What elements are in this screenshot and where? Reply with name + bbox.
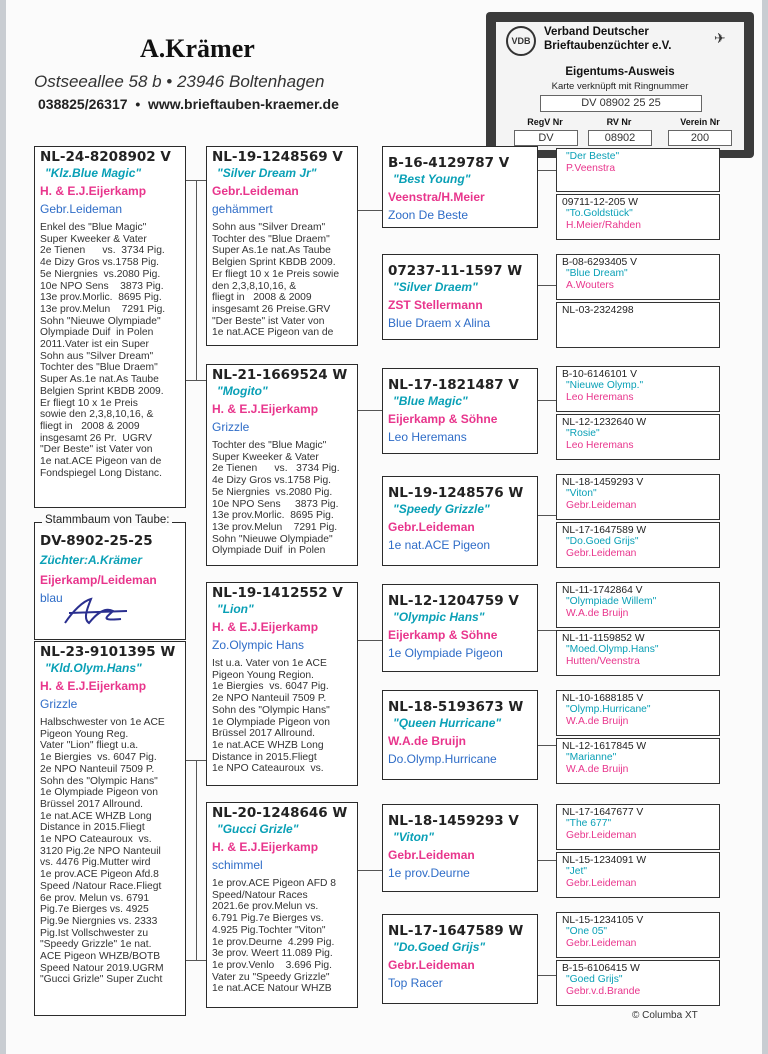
ancestor-ring: NL-11-1159852 W — [562, 633, 645, 644]
card-title: Eigentums-Ausweis — [565, 66, 675, 78]
card-value-verein: 200 — [668, 130, 732, 146]
subject-breeder: Züchter:A.Krämer — [40, 553, 143, 567]
connector-line — [536, 630, 556, 631]
grandparent-description: Sohn aus "Silver Dream" Tochter des "Blue Draem" Super As.1e nat.As Taube Belgien Sprint KBDB 2009. Er fliegt 10 x 1e Preis sowie den 2,3,8,10,16, & fliegt in 2008 & 2009 insgesamt 26 Preise.GRV "Der Beste" ist Vater von 1e nat.ACE Pigeon van de — [212, 222, 340, 339]
ancestor-ring: NL-12-1617845 W — [562, 741, 647, 752]
ancestor-box[interactable] — [556, 414, 720, 460]
card-subtitle: Karte verknüpft mit Ringnummer — [551, 81, 689, 92]
ancestor-box[interactable] — [556, 738, 720, 784]
great-grandparent-color: Zoon De Beste — [388, 208, 469, 222]
great-grandparent-color: Leo Heremans — [388, 430, 467, 444]
breeder-contact: 038825/26317 • www.brieftauben-kraemer.de — [38, 96, 339, 112]
ancestor-breeder: W.A.de Bruijn — [566, 764, 629, 775]
ancestor-breeder: Leo Heremans — [566, 392, 634, 403]
connector-line — [536, 400, 556, 401]
breeder-name: A.Krämer — [140, 34, 255, 63]
card-ring-field: DV 08902 25 25 — [540, 95, 702, 112]
ancestor-name: "Blue Dream" — [566, 268, 628, 279]
great-grandparent-breeder: ZST Stellermann — [388, 298, 483, 312]
ancestor-name: "Der Beste" — [566, 151, 620, 162]
grandparent-description: Tochter des "Blue Magic" Super Kweeker & Vater 2e Tienen vs. 3734 Pig. 4e Dizy Gros vs.1758 Pig. 5e Niergnies vs.2080 Pig. 10e NPO Sens 3873 Pig. 13e prov.Morlic. 8695 Pig. 13e prov.Melun 7291 Pig. Sohn "Nieuwe Olympiade" Olympiade Duif in Polen — [212, 440, 340, 557]
ancestor-box[interactable] — [556, 366, 720, 412]
ancestor-breeder: H.Meier/Rahden — [566, 220, 641, 231]
father-description: Enkel des "Blue Magic" Super Kweeker & Vater 2e Tienen vs. 3734 Pig. 4e Dizy Gros vs.1758 Pig. 5e Niergnies vs.2080 Pig. 10e NPO Sens 3873 Pig. 13e prov.Morlic. 8695 Pig. 13e prov.Melun 7291 Pig. Sohn "Nieuwe Olympiade" Olympiade Duif in Polen 2011.Vater ist ein Super Sohn aus "Silver Dream" Tochter des "Blue Draem" Super As.1e nat.As Taube Belgien Sprint KBDB 2009. Er fliegt 10 x 1e Preis sowie den 2,3,8,10,16, & fliegt in 2008 & 2009 insgesamt 26 Pr. UGRV "Der Beste" ist Vater von 1e nat.ACE Pigeon van de Fondspiegel Long Distanc. — [40, 222, 166, 479]
subject-label: Stammbaum von Taube: — [42, 514, 172, 526]
great-grandparent-ring: NL-17-1821487 V — [388, 377, 519, 393]
ancestor-ring: NL-10-1688185 V — [562, 693, 644, 704]
connector-line — [536, 860, 556, 861]
ancestor-ring: NL-17-1647589 W — [562, 525, 647, 536]
ancestor-name: "One 05" — [566, 926, 608, 937]
great-grandparent-box[interactable] — [382, 146, 538, 228]
ancestor-box[interactable] — [556, 474, 720, 520]
footer-copyright: © Columba XT — [632, 1010, 698, 1021]
mother-description: Halbschwester von 1e ACE Pigeon Young Reg. Vater "Lion" fliegt u.a. 1e Biergies vs. 6047 Pig. 2e NPO Nanteuil 7509 P. Sohn des "Olympic Hans" 1e Olympiade Pigeon von Brüssel 2017 Allround. 1e nat.ACE WHZB Long Distance in 2015.Fliegt 1e NPO Cateauroux vs. 3120 Pig.2e NPO Nanteuil vs. 4476 Pig.Mutter wird 1e prov.ACE Pigeon Afd.8 Speed /Natour Race.Fliegt 6e prov. Melun vs. 6791 Pig.7e Bierges vs. 4925 Pig.9e Niergnies vs. 2333 Pig.Ist Vollschwester zu "Speedy Grizzle" 1e nat. ACE Pigeon WHZB/BOTB Speed Natour 2019.UGRM "Gucci Grizle" Super Zucht — [40, 717, 165, 986]
father-color: Gebr.Leideman — [40, 202, 123, 216]
great-grandparent-ring: NL-12-1204759 V — [388, 593, 519, 609]
subject-color: blau — [40, 591, 63, 605]
ancestor-ring: NL-11-1742864 V — [562, 585, 643, 596]
connector-line — [536, 515, 556, 516]
great-grandparent-name: "Viton" — [393, 830, 434, 844]
ancestor-name: "Moed.Olymp.Hans" — [566, 644, 659, 655]
great-grandparent-color: 1e prov.Deurne — [388, 866, 470, 880]
vdb-logo: VDB — [506, 26, 536, 56]
father-breeder: H. & E.J.Eijerkamp — [40, 184, 147, 198]
father-ring: NL-24-8208902 V — [40, 149, 171, 165]
ancestor-name: "Olympiade Willem" — [566, 596, 657, 607]
ancestor-ring: B-10-6146101 V — [562, 369, 637, 380]
grandparent-name: "Mogito" — [217, 384, 268, 398]
card-value-rv: 08902 — [588, 130, 652, 146]
org-line2: Brieftaubenzüchter e.V. — [544, 40, 672, 52]
grandparent-ring: NL-21-1669524 W — [212, 367, 348, 383]
grandparent-name: "Gucci Grizle" — [217, 822, 299, 836]
great-grandparent-color: 1e nat.ACE Pigeon — [388, 538, 491, 552]
breeder-address: Ostseeallee 58 b • 23946 Boltenhagen — [34, 72, 325, 91]
great-grandparent-breeder: Veenstra/H.Meier — [388, 190, 485, 204]
subject-line: Eijerkamp/Leideman — [40, 573, 157, 587]
grandparent-box[interactable] — [206, 146, 358, 346]
ancestor-box[interactable] — [556, 912, 720, 958]
pedigree-sheet — [6, 0, 762, 1054]
card-header-regv: RegV Nr — [527, 117, 563, 127]
great-grandparent-ring: B-16-4129787 V — [388, 155, 510, 171]
mother-box[interactable] — [34, 641, 186, 1016]
ancestor-box[interactable] — [556, 302, 720, 348]
ancestor-name: "Jet" — [566, 866, 588, 877]
great-grandparent-ring: NL-18-1459293 V — [388, 813, 519, 829]
connector-line — [184, 960, 208, 961]
grandparent-breeder: H. & E.J.Eijerkamp — [212, 620, 319, 634]
great-grandparent-name: "Best Young" — [393, 172, 471, 186]
ancestor-ring: 09711-12-205 W — [562, 197, 638, 208]
ancestor-breeder: W.A.de Bruijn — [566, 716, 629, 727]
ancestor-box[interactable] — [556, 148, 720, 192]
ancestor-ring: NL-15-1234091 W — [562, 855, 647, 866]
ancestor-breeder: Gebr.Leideman — [566, 938, 637, 949]
grandparent-description: 1e prov.ACE Pigeon AFD 8 Speed/Natour Races 2021.6e prov.Melun vs. 6.791 Pig.7e Bierges vs. 4.925 Pig.Tochter "Viton" 1e prov.Deurne 4.299 Pig. 3e prov. Weert 11.089 Pig. 1e prov.Venlo 3.696 Pig. Vater zu "Speedy Grizzle" 1e nat.ACE Natour WHZB — [212, 878, 337, 995]
ancestor-name: "Nieuwe Olymp." — [566, 380, 644, 391]
great-grandparent-color: Do.Olymp.Hurricane — [388, 752, 497, 766]
card-header-verein: Verein Nr — [680, 117, 720, 127]
great-grandparent-box[interactable] — [382, 368, 538, 454]
connector-line — [196, 180, 197, 380]
ownership-card-inner — [496, 22, 744, 150]
ancestor-ring: NL-15-1234105 V — [562, 915, 644, 926]
great-grandparent-breeder: W.A.de Bruijn — [388, 734, 466, 748]
grandparent-ring: NL-20-1248646 W — [212, 805, 348, 821]
great-grandparent-breeder: Gebr.Leideman — [388, 958, 475, 972]
ancestor-name: "Rosie" — [566, 428, 600, 439]
connector-line — [184, 380, 208, 381]
great-grandparent-ring: NL-17-1647589 W — [388, 923, 524, 939]
ancestor-box[interactable] — [556, 582, 720, 628]
great-grandparent-breeder: Gebr.Leideman — [388, 848, 475, 862]
ancestor-ring: NL-03-2324298 — [562, 305, 634, 316]
ancestor-ring: NL-12-1232640 W — [562, 417, 647, 428]
ancestor-name: "To.Goldstück" — [566, 208, 633, 219]
great-grandparent-ring: NL-18-5193673 W — [388, 699, 524, 715]
grandparent-color: Grizzle — [212, 420, 250, 434]
ancestor-box[interactable] — [556, 522, 720, 568]
great-grandparent-box[interactable] — [382, 476, 538, 566]
great-grandparent-box[interactable] — [382, 804, 538, 892]
great-grandparent-color: Blue Draem x Alina — [388, 316, 491, 330]
great-grandparent-color: Top Racer — [388, 976, 443, 990]
ancestor-breeder — [557, 316, 719, 318]
connector-line — [196, 760, 197, 960]
father-name: "Klz.Blue Magic" — [45, 166, 142, 180]
ancestor-ring: B-15-6106415 W — [562, 963, 640, 974]
ancestor-box[interactable] — [556, 630, 720, 676]
great-grandparent-name: "Queen Hurricane" — [393, 716, 502, 730]
great-grandparent-name: "Speedy Grizzle" — [393, 502, 490, 516]
great-grandparent-name: "Blue Magic" — [393, 394, 468, 408]
great-grandparent-box[interactable] — [382, 254, 538, 340]
ancestor-ring: NL-18-1459293 V — [562, 477, 644, 488]
great-grandparent-breeder: Gebr.Leideman — [388, 520, 475, 534]
org-line1: Verband Deutscher — [544, 26, 649, 38]
father-box[interactable] — [34, 146, 186, 508]
grandparent-box[interactable] — [206, 364, 358, 566]
pigeon-icon: ✈ — [714, 30, 726, 46]
grandparent-color: schimmel — [212, 858, 263, 872]
great-grandparent-breeder: Eijerkamp & Söhne — [388, 628, 498, 642]
ancestor-name: "The 677" — [566, 818, 612, 829]
ancestor-box[interactable] — [556, 194, 720, 240]
card-header-rv: RV Nr — [606, 117, 632, 127]
ancestor-ring: NL-17-1647677 V — [562, 807, 644, 818]
ancestor-breeder: Gebr.Leideman — [566, 500, 637, 511]
ancestor-breeder: Gebr.Leideman — [566, 548, 637, 559]
connector-line — [536, 975, 556, 976]
grandparent-name: "Lion" — [217, 602, 254, 616]
grandparent-breeder: H. & E.J.Eijerkamp — [212, 840, 319, 854]
grandparent-color: gehämmert — [212, 202, 273, 216]
great-grandparent-box[interactable] — [382, 584, 538, 672]
ancestor-ring: B-08-6293405 V — [562, 257, 637, 268]
grandparent-ring: NL-19-1248569 V — [212, 149, 343, 165]
grandparent-box[interactable] — [206, 802, 358, 1008]
great-grandparent-box[interactable] — [382, 914, 538, 1004]
mother-breeder: H. & E.J.Eijerkamp — [40, 679, 147, 693]
great-grandparent-box[interactable] — [382, 690, 538, 780]
ancestor-breeder: Leo Heremans — [566, 440, 634, 451]
mother-ring: NL-23-9101395 W — [40, 644, 176, 660]
ancestor-box[interactable] — [556, 254, 720, 300]
mother-name: "Kld.Olym.Hans" — [45, 661, 142, 675]
ancestor-name: "Goed Grijs" — [566, 974, 623, 985]
grandparent-name: "Silver Dream Jr" — [217, 166, 317, 180]
grandparent-ring: NL-19-1412552 V — [212, 585, 343, 601]
great-grandparent-color: 1e Olympiade Pigeon — [388, 646, 503, 660]
ancestor-box[interactable] — [556, 852, 720, 898]
great-grandparent-name: "Silver Draem" — [393, 280, 478, 294]
connector-line — [536, 170, 556, 171]
great-grandparent-name: "Olympic Hans" — [393, 610, 485, 624]
grandparent-breeder: H. & E.J.Eijerkamp — [212, 402, 319, 416]
card-value-regv: DV — [514, 130, 578, 146]
ownership-card — [486, 12, 754, 158]
ancestor-breeder: W.A.de Bruijn — [566, 608, 629, 619]
ancestor-box[interactable] — [556, 690, 720, 736]
ancestor-box[interactable] — [556, 960, 720, 1006]
signature — [61, 593, 131, 633]
connector-line — [536, 285, 556, 286]
subject-ring: DV-8902-25-25 — [40, 533, 153, 549]
ancestor-breeder: A.Wouters — [566, 280, 614, 291]
ancestor-breeder: Hutten/Veenstra — [566, 656, 640, 667]
ancestor-name: "Do.Goed Grijs" — [566, 536, 639, 547]
ancestor-box[interactable] — [556, 804, 720, 850]
grandparent-description: Ist u.a. Vater von 1e ACE Pigeon Young Region. 1e Biergies vs. 6047 Pig. 2e NPO Nanteuil 7509 P. Sohn des "Olympic Hans" 1e Olympiade Pigeon von Brüssel 2017 Allround. 1e nat.ACE WHZB Long Distance in 2015.Fliegt 1e NPO Cateauroux vs. — [212, 658, 330, 775]
ancestor-breeder: Gebr.Leideman — [566, 830, 637, 841]
grandparent-box[interactable] — [206, 582, 358, 786]
ancestor-breeder: P.Veenstra — [566, 163, 616, 174]
great-grandparent-ring: NL-19-1248576 W — [388, 485, 524, 501]
ancestor-name: "Marianne" — [566, 752, 617, 763]
mother-color: Grizzle — [40, 697, 78, 711]
grandparent-color: Zo.Olympic Hans — [212, 638, 305, 652]
connector-line — [536, 745, 556, 746]
ancestor-name: "Olymp.Hurricane" — [566, 704, 651, 715]
great-grandparent-name: "Do.Goed Grijs" — [393, 940, 486, 954]
ancestor-name: "Viton" — [566, 488, 597, 499]
ancestor-breeder: Gebr.Leideman — [566, 878, 637, 889]
great-grandparent-ring: 07237-11-1597 W — [388, 263, 523, 279]
great-grandparent-breeder: Eijerkamp & Söhne — [388, 412, 498, 426]
subject-box[interactable] — [34, 522, 186, 640]
grandparent-breeder: Gebr.Leideman — [212, 184, 299, 198]
ancestor-breeder: Gebr.v.d.Brande — [566, 986, 641, 997]
